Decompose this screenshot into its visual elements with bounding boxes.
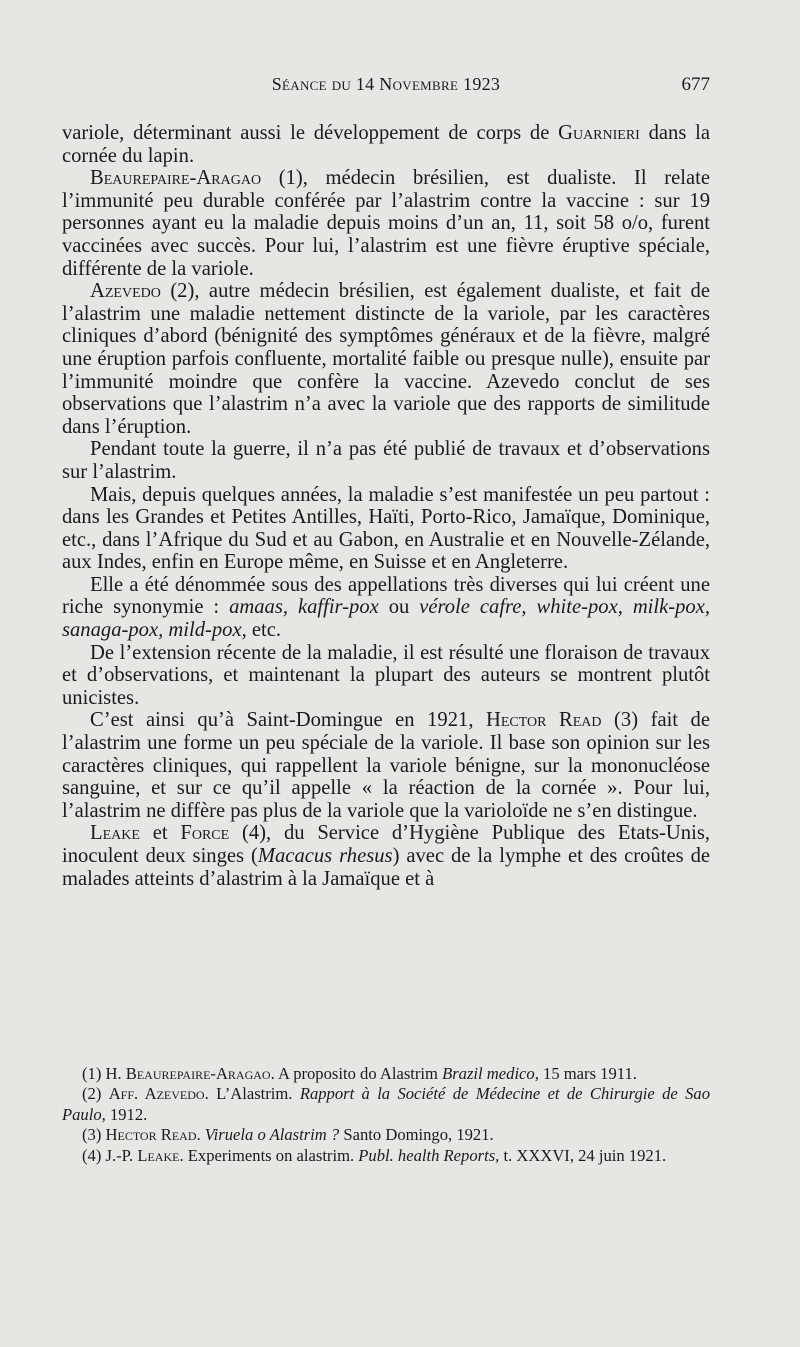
text-run: 1912.	[105, 1104, 148, 1124]
text-run: (2)	[82, 1084, 109, 1104]
text-run: dans la cornée du lapin.	[62, 122, 710, 167]
author-name: Azevedo	[90, 280, 161, 303]
footnote-2	[62, 1084, 710, 1125]
text-run: .	[196, 1125, 205, 1145]
text-run: (4), du Service d’Hygiène Publique des Etats-Unis, inoculent deux singes (	[62, 822, 710, 867]
text-run: Santo Domingo, 1921.	[339, 1125, 494, 1145]
footnote-4	[62, 1146, 710, 1166]
footnote-1	[62, 1064, 710, 1084]
author-name: Aff. Azevedo	[108, 1084, 205, 1104]
text-run: Elle a été dénommée sous des appellations très diverses qui lui créent une riche synonymie :	[62, 573, 710, 619]
paragraph-7: De l’extension récente de la maladie, il est résulté une floraison de travaux et d’observations, et maintenant la plupart des auteurs se montrent plutôt unicistes.	[62, 641, 710, 709]
paragraph-1	[62, 122, 710, 167]
paragraph-9	[62, 822, 710, 890]
text-run: (3)	[82, 1125, 106, 1145]
text-run: 15 mars 1911.	[538, 1064, 637, 1083]
author-name: Hector Read	[105, 1125, 197, 1145]
author-name: Beaurepaire-Aragao	[125, 1064, 271, 1083]
text-run: (1), médecin brésilien, est dualiste. Il relate l’immunité peu durable conférée par l’alastrim contre la vaccine : sur 19 personnes ayant eu la maladie depuis moins d’un an, 11, soit 58 o/o, furent vaccinées avec succès. Pour lui, l’alastrim est une fièvre éruptive spéciale, différente de la variole.	[62, 167, 710, 280]
paragraph-2	[62, 167, 710, 280]
text-run: . Experiments on alastrim.	[179, 1145, 359, 1165]
paragraph-4: Pendant toute la guerre, il n’a pas été publié de travaux et d’observations sur l’alastrim.	[62, 438, 710, 483]
author-name: Hector Read	[485, 709, 602, 732]
text-run: (4) J.-P.	[82, 1145, 138, 1165]
page-header	[62, 74, 710, 102]
footnotes	[62, 1064, 710, 1166]
text-run: (1) H.	[82, 1064, 126, 1083]
author-name: Leake	[137, 1145, 180, 1165]
text-run: et	[139, 822, 181, 845]
page-number: 677	[681, 74, 710, 95]
paragraph-6	[62, 574, 710, 642]
italic-run: Publ. health Reports,	[358, 1145, 500, 1165]
italic-run: Macacus rhesus	[257, 845, 393, 867]
paragraph-5: Mais, depuis quelques années, la maladie s’est manifestée un peu partout : dans les Grandes et Petites Antilles, Haïti, Porto-Rico, Jamaïque, Dominique, etc., dans l’Afrique du Sud et au Gabon, en Australie et en Nouvelle-Zélande, aux Indes, enfin en Europe même, en Suisse et en Angleterre.	[62, 483, 710, 574]
author-name: Force	[180, 822, 230, 845]
author-name: Beaurepaire-Aragao	[90, 167, 262, 190]
text-run: t. XXXVI, 24 juin 1921.	[499, 1145, 667, 1165]
italic-run: Rapport à la Société de Médecine et de Chirurgie de Sao Paulo,	[62, 1084, 710, 1124]
text-run: etc.	[246, 619, 282, 642]
paragraph-8	[62, 709, 710, 822]
text-run: . L’Alastrim.	[204, 1084, 300, 1104]
text-run: ) avec de la lymphe et des croûtes de malades atteints d’alastrim à la Jamaïque et à	[62, 845, 711, 890]
footnote-3	[62, 1125, 710, 1145]
text-run: (2), autre médecin brésilien, est également dualiste, et fait de l’alastrim une maladie nettement distincte de la variole, par les caractères cliniques d’abord (bénignité des symptômes généraux et de la fièvre, malgré une éruption parfois confluente, mortalité faible ou presque nulle), ensuite par l’immunité moindre que confère la vaccine. Azevedo conclut de ses observations que l’alastrim n’a avec la variole que des rapports de similitude dans l’éruption.	[62, 280, 710, 438]
italic-run: Brazil medico,	[442, 1064, 539, 1083]
text-run: . A proposito do Alastrim	[270, 1064, 443, 1083]
text-run: C’est ainsi qu’à Saint-Domingue en 1921,	[90, 709, 486, 732]
italic-run: Viruela o Alastrim ?	[204, 1125, 340, 1145]
running-head: Séance du 14 Novembre 1923	[271, 74, 501, 94]
author-name: Guarnieri	[558, 122, 640, 144]
italic-run: amaas, kaffir-pox	[229, 596, 379, 619]
text-run: (3) fait de l’alastrim une forme un peu spéciale de la variole. Il base son opinion sur les caractères cliniques, qui rappellent la variole bénigne, sur la mononucléose sanguine, et sur ce qu’il appelle « la réaction de la cornée ». Pour lui, l’alastrim ne diffère pas plus de la variole que la varioloïde ne s’en distingue.	[62, 709, 710, 822]
author-name: Leake	[90, 822, 140, 845]
text-run: ou	[378, 596, 420, 619]
paragraph-3	[62, 280, 710, 438]
italic-run: vérole cafre, white-pox, milk-pox, sanaga-pox, mild-pox,	[62, 596, 711, 642]
main-text	[62, 122, 710, 890]
text-run: variole, déterminant aussi le développement de corps de	[62, 122, 559, 144]
